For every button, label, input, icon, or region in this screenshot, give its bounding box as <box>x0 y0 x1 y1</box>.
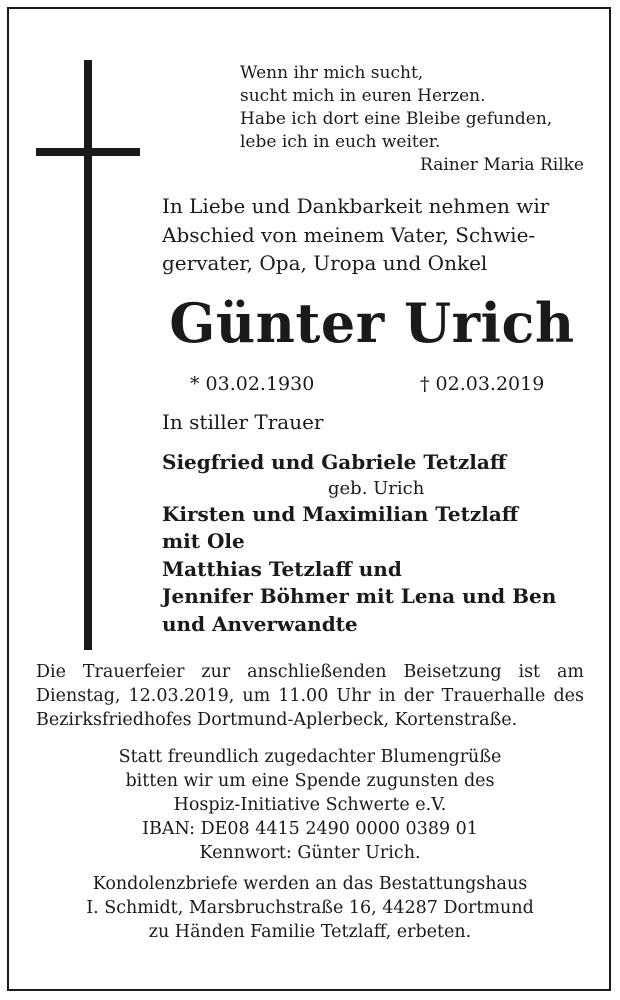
intro-line: In Liebe und Dankbarkeit nehmen wir <box>162 194 550 218</box>
poem-line: Habe ich dort eine Bleibe gefunden, <box>240 109 553 129</box>
mourner-line: Siegfried und Gabriele Tetzlaff <box>162 450 507 474</box>
cross-icon-crossbar <box>36 148 140 156</box>
intro-line: Abschied von meinem Vater, Schwie- <box>162 222 536 247</box>
poem <box>240 62 584 177</box>
iban-line: IBAN: DE08 4415 2490 0000 0389 01 <box>142 819 478 839</box>
ceremony-line: Die Trauerfeier zur anschließenden Beisetzung ist am <box>36 662 584 682</box>
ceremony-notice <box>36 660 584 732</box>
donation-notice <box>40 745 580 865</box>
poem-line: sucht mich in euren Herzen. <box>240 86 486 106</box>
condolence-line: zu Händen Familie Tetzlaff, erbeten. <box>148 922 472 942</box>
birth-date: * 03.02.1930 <box>190 373 315 395</box>
maiden-name: geb. Urich <box>328 477 425 499</box>
death-date: † 02.03.2019 <box>420 373 545 395</box>
deceased-name: Günter Urich <box>169 291 575 355</box>
mourning-heading: In stiller Trauer <box>162 410 324 434</box>
poem-line: Wenn ihr mich sucht, <box>240 63 424 83</box>
mourner-line: und Anverwandte <box>162 611 358 636</box>
intro-text <box>162 192 592 278</box>
mourner-line: Matthias Tetzlaff und <box>162 556 402 581</box>
donation-keyword: Kennwort: Günter Urich. <box>199 843 421 863</box>
donation-line: bitten wir um eine Spende zugunsten des <box>125 771 495 791</box>
mourner-line: Kirsten und Maximilian Tetzlaff <box>162 501 519 526</box>
donation-line: Hospiz-Initiative Schwerte e.V. <box>173 795 447 815</box>
mourner-line: mit Ole <box>162 529 245 553</box>
donation-line: Statt freundlich zugedachter Blumengrüße <box>118 747 502 767</box>
mourner-line: Jennifer Böhmer mit Lena und Ben <box>162 584 557 608</box>
ceremony-line: Bezirksfriedhofes Dortmund-Aplerbeck, Kortenstraße. <box>36 710 518 730</box>
condolence-line: I. Schmidt, Marsbruchstraße 16, 44287 Dortmund <box>86 898 534 918</box>
mourners-list <box>162 449 592 638</box>
ceremony-line: Dienstag, 12.03.2019, um 11.00 Uhr in der Trauerhalle des <box>36 686 584 706</box>
poem-author: Rainer Maria Rilke <box>420 155 584 175</box>
intro-line: gervater, Opa, Uropa und Onkel <box>162 251 488 275</box>
condolence-line: Kondolenzbriefe werden an das Bestattungshaus <box>92 874 528 894</box>
poem-line: lebe ich in euch weiter. <box>240 132 441 152</box>
condolence-notice <box>40 872 580 944</box>
